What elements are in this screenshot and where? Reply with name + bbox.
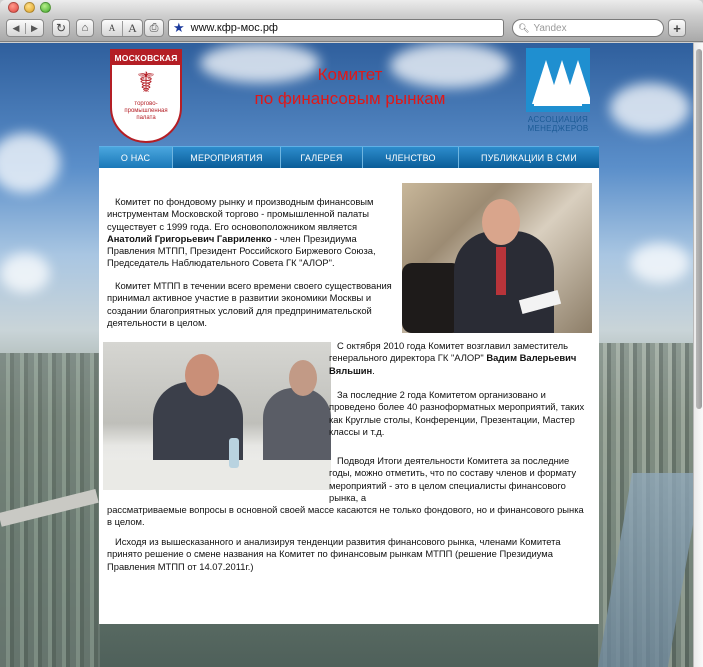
- text-size-group: [101, 19, 143, 37]
- paragraph-activity: Комитет МТПП в течении всего времени своего существования принимал активное участие в развитии экономики Москвы и создании благоприятных условий для предпринимательской деятельности в целом.: [107, 280, 392, 328]
- close-window-button[interactable]: [8, 2, 19, 13]
- home-button[interactable]: [76, 19, 94, 37]
- main-nav: [99, 146, 599, 168]
- page-title: [220, 63, 480, 111]
- association-mark-icon: [526, 48, 590, 112]
- moscow-cci-emblem[interactable]: [110, 49, 182, 143]
- zoom-window-button[interactable]: [40, 2, 51, 13]
- search-placeholder: Yandex: [533, 22, 567, 34]
- nav-item-about[interactable]: О НАС: [99, 147, 173, 168]
- home-icon: ⌂: [81, 22, 89, 34]
- search-icon: 🔍︎: [518, 22, 530, 33]
- cloud-decor: [0, 133, 60, 193]
- vertical-scrollbar[interactable]: [693, 43, 703, 667]
- cloud-decor: [630, 243, 690, 283]
- cloud-decor: [610, 83, 690, 133]
- browser-toolbar: [0, 15, 703, 42]
- paragraph-rename: Исходя из вышесказанного и анализируя тенденции развития финансового рынка, членами Комитета принято решение о смене названия на Комитет по финансовым рынкам МТПП (решение Президиума Правления МТПП от 14.07.2011г.): [107, 536, 561, 572]
- emblem-title: МОСКОВСКАЯ: [112, 51, 180, 65]
- nav-item-gallery[interactable]: ГАЛЕРЕЯ: [281, 147, 363, 168]
- window-titlebar: [0, 0, 703, 15]
- address-bar[interactable]: [168, 19, 504, 37]
- paragraph-results: Подводя Итоги деятельности Комитета за последние годы, можно отметить, что по составу членов и формату мероприятий - это в целом специалисты финансового рынка, а рассматриваемые вопросы в основной своей массе касаются не только фондового, но и финансового рынка в целом.: [107, 455, 584, 528]
- url-text: www.кфр-мос.рф: [190, 22, 278, 34]
- nav-item-events[interactable]: МЕРОПРИЯТИЯ: [173, 147, 281, 168]
- reload-icon: ↻: [55, 21, 67, 35]
- bookmark-star-icon[interactable]: ★: [173, 20, 185, 35]
- add-bookmark-button[interactable]: [668, 19, 686, 37]
- text-bigger-button[interactable]: A: [122, 21, 142, 36]
- scrollbar-thumb[interactable]: [696, 49, 702, 409]
- plus-icon: +: [673, 20, 681, 36]
- founder-name: Анатолий Григорьевич Гавриленко: [107, 232, 272, 244]
- printer-icon: ⎙: [149, 21, 159, 34]
- search-field[interactable]: [512, 19, 664, 37]
- founder-photo: [402, 183, 592, 333]
- nav-item-publications[interactable]: ПУБЛИКАЦИИ В СМИ: [481, 152, 577, 163]
- back-forward-group: [6, 19, 44, 37]
- emblem-subtitle: торгово-промышленная палата: [124, 101, 168, 121]
- forward-arrow-icon[interactable]: ▶: [25, 23, 43, 34]
- caduceus-icon: ☤: [136, 67, 156, 98]
- paragraph-events: За последние 2 года Комитетом организовано и проведено более 40 разноформатных мероприятий, таких как Круглые столы, Конференции, Презентации, Мастер классы и т.д.: [329, 389, 585, 437]
- title-line-1: Комитет: [317, 65, 383, 84]
- minimize-window-button[interactable]: [24, 2, 35, 13]
- main-content: [99, 168, 599, 624]
- back-arrow-icon[interactable]: ◀: [12, 22, 20, 33]
- chairman-name: Вадим Валерьевич Вяльшин: [329, 352, 577, 376]
- text-smaller-button[interactable]: A: [108, 23, 116, 33]
- nav-item-membership[interactable]: ЧЛЕНСТВО: [363, 147, 459, 168]
- cloud-decor: [0, 253, 50, 293]
- paragraph-chairman: С октября 2010 года Комитет возглавил заместитель генерального директора ГК "АЛОР" Вадим Валерьевич Вяльшин.: [329, 340, 577, 376]
- print-button[interactable]: [144, 19, 164, 37]
- paragraph-history: Комитет по фондовому рынку и производным финансовым инструментам Московской торгово - промышленной палаты существует с 1999 года. Его основоположником является Анатолий Григорьевич Гавриленко - член Президиума Правления МТПП, Президент Российского Биржевого Союза, Председатель Наблюдательного Совета ГК "АЛОР".: [107, 196, 376, 269]
- title-line-2: по финансовым рынкам: [254, 89, 446, 108]
- managers-association-logo[interactable]: [524, 48, 592, 138]
- reload-button[interactable]: [52, 19, 70, 37]
- association-caption: АССОЦИАЦИЯ МЕНЕДЖЕРОВ: [527, 115, 589, 133]
